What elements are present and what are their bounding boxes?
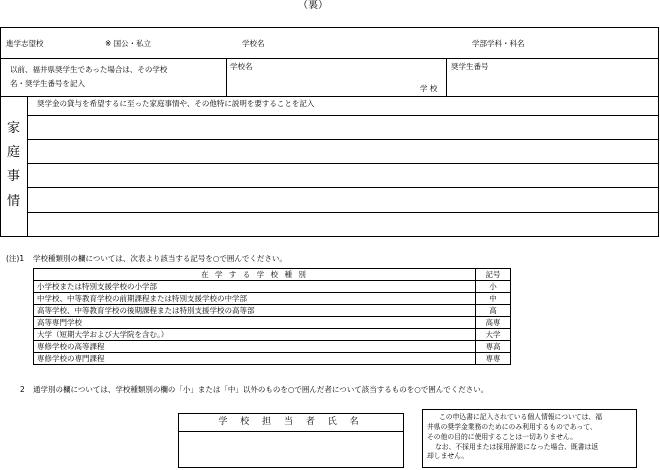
table-row (34, 353, 511, 365)
teacher-name-label: 学 校 担 当 者 氏 名 (218, 417, 364, 427)
previous-school-suffix: 学 校 (420, 84, 438, 93)
table-header-code: 記号 (476, 269, 511, 281)
school-type-code: 中 (476, 293, 511, 305)
school-type-label: ※ 国公・私立 (105, 39, 152, 48)
school-type-name: 小学校または特別支援学校の小学部 (34, 281, 476, 293)
note1-text: 学校種類別の欄については、次表より該当する記号を○で囲んでください。 (33, 254, 287, 263)
privacy-notice-line: 井県の奨学金業務のためにのみ利用するものであって、 (427, 422, 597, 431)
table-header-type: 在 学 す る 学 校 種 別 (34, 269, 476, 281)
school-type-code: 大学 (476, 329, 511, 341)
desired-school-label: 進学志望校 (6, 39, 44, 48)
page-title: （裏） (298, 0, 328, 11)
school-type-code: 高 (476, 305, 511, 317)
note2-text: 通学別の欄については、学校種類別の欄の「小」または「中」以外のものを○で囲んだ者について該当するものを○で囲んでください。 (33, 385, 489, 394)
school-type-name: 大学（短期大学および大学院を含む。） (34, 329, 476, 341)
table-row (34, 317, 511, 329)
school-type-code: 高専 (476, 317, 511, 329)
school-type-code: 専高 (476, 341, 511, 353)
department-label: 学部学科・科名 (472, 39, 525, 48)
scholar-number-label: 奨学生番号 (451, 62, 489, 71)
previous-school-name-label: 学校名 (230, 62, 253, 71)
table-row (34, 329, 511, 341)
table-row (34, 281, 511, 293)
school-type-name: 高等学校、中等教育学校の後期課程または特別支援学校の高等部 (34, 305, 476, 317)
privacy-notice-line: この申込書に記入されている個人情報については、福 (439, 413, 602, 421)
previous-scholar-label-line2: 名・奨学生番号を記入 (10, 79, 85, 88)
school-type-code: 小 (476, 281, 511, 293)
table-row (34, 305, 511, 317)
note2-marker: 2 (20, 385, 25, 394)
school-type-table (33, 268, 511, 365)
previous-scholar-label-line1: 以前、福井県奨学生であった場合は、その学校 (10, 65, 168, 74)
privacy-notice-line: なお、不採用または採用辞退になった場合、既書は返 (435, 442, 599, 451)
family-side-char-3: 事 (7, 169, 21, 184)
table-row (34, 341, 511, 353)
school-type-name: 中学校、中等教育学校の前期課程または特別支援学校の中学部 (34, 293, 476, 305)
privacy-notice (422, 409, 637, 468)
family-instruction: 奨学金の貸与を希望するに至った家庭事情や、その他特に説明を要することを記入 (37, 99, 315, 108)
school-type-name: 専修学校の高等課程 (34, 341, 476, 353)
table-header-row (34, 269, 511, 281)
table-row (34, 293, 511, 305)
family-side-char-1: 家 (7, 121, 21, 136)
school-type-name: 高等専門学校 (34, 317, 476, 329)
school-type-name: 専修学校の専門課程 (34, 353, 476, 365)
family-side-char-4: 情 (7, 194, 21, 209)
school-name-label: 学校名 (242, 39, 265, 48)
family-side-char-2: 庭 (7, 145, 21, 160)
privacy-notice-line: 却しません。 (427, 452, 469, 461)
privacy-notice-line: その他の目的に使用することは一切ありません。 (427, 432, 577, 441)
note1-marker: (注)1 (6, 254, 25, 263)
school-type-code: 専専 (476, 353, 511, 365)
